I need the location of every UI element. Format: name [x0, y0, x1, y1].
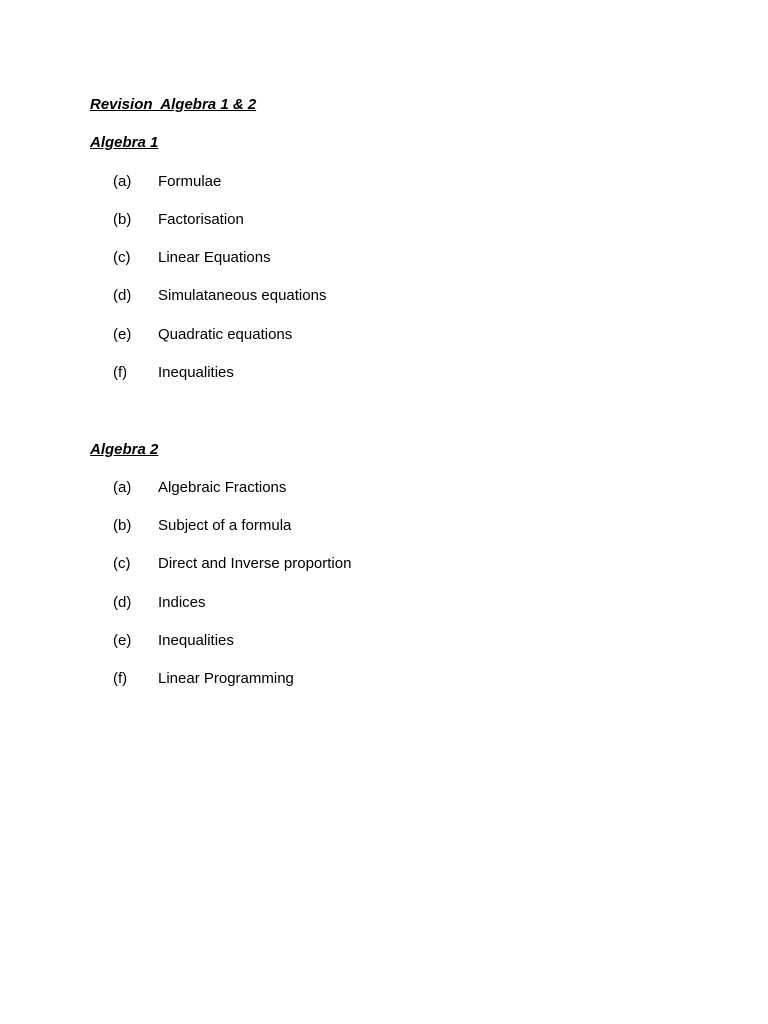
list-item: [0, 249, 600, 269]
list-item-text: Quadratic equations: [158, 326, 293, 343]
list-item-text: Linear Equations: [158, 249, 271, 266]
list-item: [0, 326, 600, 346]
list-item: [0, 632, 600, 652]
section-heading-algebra-1: Algebra 1: [90, 134, 159, 151]
list-item-label: (f): [113, 670, 128, 687]
list-item-text: Inequalities: [158, 632, 234, 649]
list-item-text: Subject of a formula: [158, 517, 292, 534]
document-title: Revision Algebra 1 & 2: [90, 96, 257, 113]
list-item-text: Formulae: [158, 173, 222, 190]
list-item: [0, 479, 600, 499]
list-item-text: Algebraic Fractions: [158, 479, 287, 496]
list-item: [0, 211, 600, 231]
list-item-label: (a): [113, 173, 132, 190]
list-item-label: (f): [113, 364, 128, 381]
section-heading-algebra-2: Algebra 2: [90, 441, 159, 458]
list-item-label: (e): [113, 326, 132, 343]
list-item-label: (a): [113, 479, 132, 496]
list-item-label: (b): [113, 517, 132, 534]
list-item-label: (d): [113, 287, 132, 304]
list-item-label: (c): [113, 555, 131, 572]
list-item: [0, 555, 600, 575]
list-item-text: Direct and Inverse proportion: [158, 555, 352, 572]
list-item-label: (d): [113, 594, 132, 611]
list-item-text: Simulataneous equations: [158, 287, 327, 304]
list-item: [0, 670, 600, 690]
list-item-text: Inequalities: [158, 364, 234, 381]
list-item-label: (c): [113, 249, 131, 266]
list-item-text: Linear Programming: [158, 670, 294, 687]
list-item-label: (b): [113, 211, 132, 228]
list-item-text: Indices: [158, 594, 206, 611]
list-item-label: (e): [113, 632, 132, 649]
list-item: [0, 594, 600, 614]
list-item: [0, 173, 600, 193]
list-item: [0, 517, 600, 537]
list-item-text: Factorisation: [158, 211, 244, 228]
list-item: [0, 287, 600, 307]
list-item: [0, 364, 600, 384]
